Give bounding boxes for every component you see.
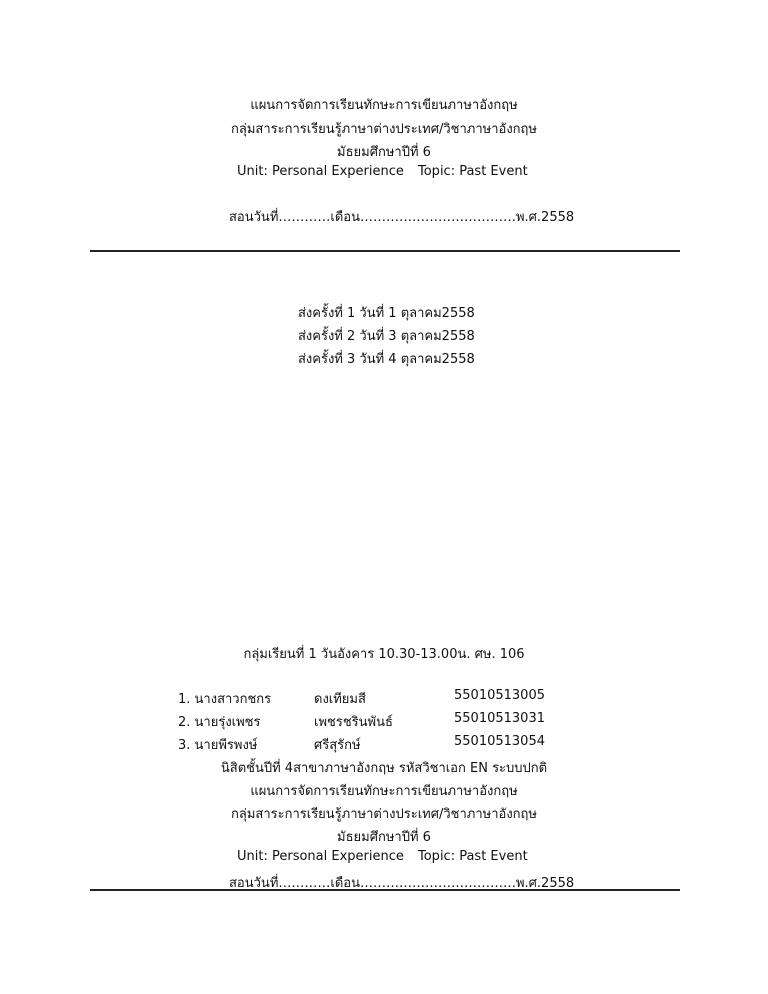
header-divider — [90, 250, 680, 252]
student-last-name: เพชรชรินพันธ์ — [314, 715, 393, 730]
footer-topic: Topic: Past Event — [418, 849, 528, 864]
student-id: 55010513054 — [454, 734, 545, 749]
footer-subject-group: กลุ่มสาระการเรียนรู้ภาษาต่างประเทศ/วิชาภาษาอังกฤษ — [231, 807, 537, 822]
footer-unit: Unit: Personal Experience — [237, 849, 404, 864]
submission-3: ส่งครั้งที่ 3 วันที่ 4 ตุลาคม2558 — [298, 352, 475, 367]
student-first-name: 3. นายพีรพงษ์ — [178, 738, 258, 753]
header-grade: มัธยมศึกษาปีที่ 6 — [337, 145, 431, 160]
student-id: 55010513031 — [454, 711, 545, 726]
header-title: แผนการจัดการเรียนทักษะการเขียนภาษาอังกฤษ — [250, 98, 518, 113]
header-unit: Unit: Personal Experience — [237, 164, 404, 179]
student-first-name: 1. นางสาวกชกร — [178, 692, 272, 707]
student-last-name: ศรีสุรักษ์ — [314, 738, 361, 753]
header-teach-date: สอนวันที่…………เดือน………………………………พ.ศ.2558 — [229, 210, 575, 225]
student-id: 55010513005 — [454, 688, 545, 703]
footer-divider — [90, 889, 680, 891]
footer-title: แผนการจัดการเรียนทักษะการเขียนภาษาอังกฤษ — [250, 784, 518, 799]
student-first-name: 2. นายรุ่งเพชร — [178, 715, 261, 730]
footer-grade: มัธยมศึกษาปีที่ 6 — [337, 830, 431, 845]
header-subject-group: กลุ่มสาระการเรียนรู้ภาษาต่างประเทศ/วิชาภาษาอังกฤษ — [231, 122, 537, 137]
footer-teach-date: สอนวันที่…………เดือน………………………………พ.ศ.2558 — [229, 876, 575, 891]
student-info: นิสิตชั้นปีที่ 4สาขาภาษาอังกฤษ รหัสวิชาเอก EN ระบบปกติ — [220, 761, 548, 776]
class-group: กลุ่มเรียนที่ 1 วันอังคาร 10.30-13.00น. ศษ. 106 — [243, 647, 525, 662]
submission-2: ส่งครั้งที่ 2 วันที่ 3 ตุลาคม2558 — [298, 329, 475, 344]
header-topic: Topic: Past Event — [418, 164, 528, 179]
student-last-name: ดงเทียมสี — [314, 692, 366, 707]
submission-1: ส่งครั้งที่ 1 วันที่ 1 ตุลาคม2558 — [298, 306, 475, 321]
